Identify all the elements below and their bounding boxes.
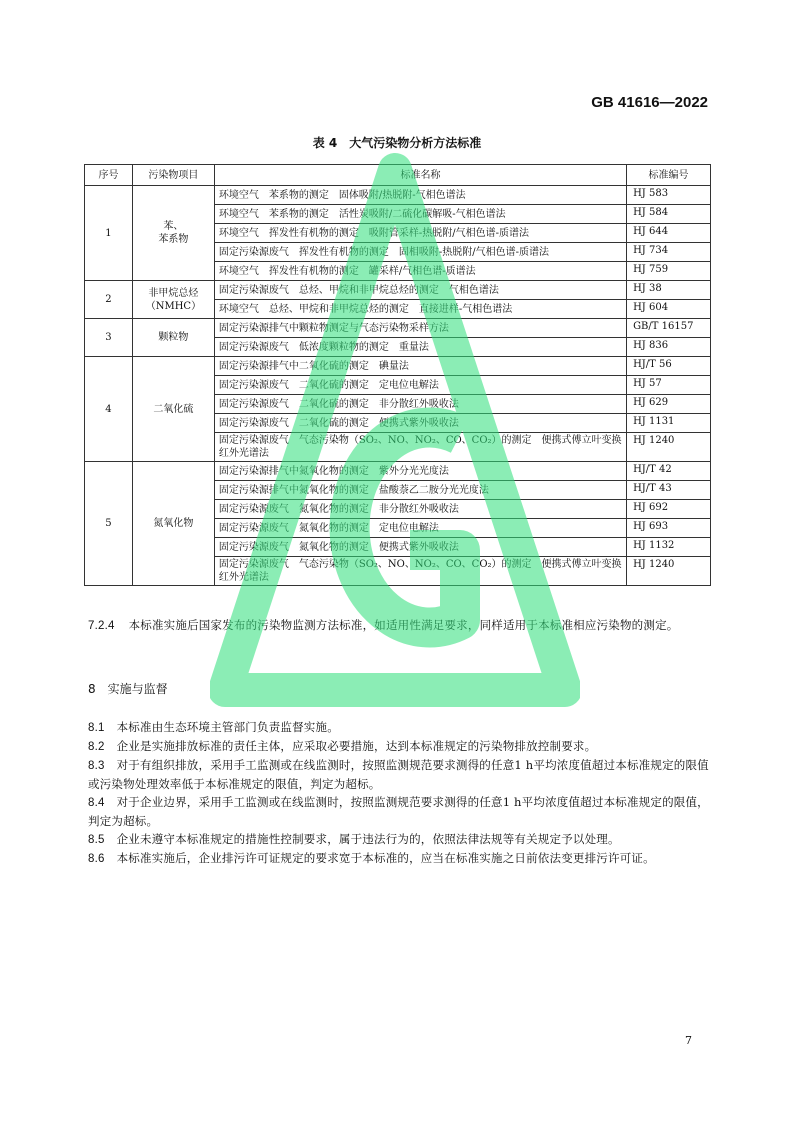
clause-8-3: 8.3 对于有组织排放，采用手工监测或在线监测时，按照监测规范要求测得的任意1 h平均浓度值超过本标准规定的限值或污染物处理效率低于本标准规定的限值，判定为超标。 — [88, 758, 709, 791]
cell-standard-code: HJ 583 — [627, 186, 711, 205]
section-8-items — [88, 718, 710, 868]
col-header-standard-code: 标准编号 — [627, 165, 711, 186]
clause-8-4: 8.4 对于企业边界，采用手工监测或在线监测时，按照监测规范要求测得的任意1 h平均浓度值超过本标准规定的限值，判定为超标。 — [88, 795, 709, 828]
table-row — [85, 357, 711, 376]
cell-standard-code: HJ 644 — [627, 224, 711, 243]
table-row — [85, 462, 711, 481]
standard-code: GB 41616—2022 — [591, 94, 708, 111]
cell-seq: 1 — [85, 186, 133, 281]
cell-standard-code: HJ/T 43 — [627, 481, 711, 500]
cell-standard-code: GB/T 16157 — [627, 319, 711, 338]
cell-standard-name: 环境空气 挥发性有机物的测定 吸附管采样-热脱附/气相色谱-质谱法 — [214, 224, 626, 243]
cell-standard-code: HJ 759 — [627, 262, 711, 281]
page-number: 7 — [685, 1034, 692, 1047]
cell-standard-code: HJ 836 — [627, 338, 711, 357]
cell-pollutant — [132, 462, 214, 586]
cell-standard-code: HJ 693 — [627, 519, 711, 538]
cell-standard-name: 固定污染源废气 氮氧化物的测定 非分散红外吸收法 — [214, 500, 626, 519]
cell-standard-code: HJ/T 56 — [627, 357, 711, 376]
pollutant-line: 苯系物 — [158, 234, 189, 245]
cell-standard-name: 固定污染源排气中氮氧化物的测定 盐酸萘乙二胺分光光度法 — [214, 481, 626, 500]
pollutant-line: 氮氧化物 — [153, 518, 194, 529]
cell-standard-name: 固定污染源废气 氮氧化物的测定 定电位电解法 — [214, 519, 626, 538]
cell-standard-code: HJ 1240 — [627, 433, 711, 462]
cell-standard-name: 环境空气 挥发性有机物的测定 罐采样/气相色谱-质谱法 — [214, 262, 626, 281]
cell-standard-code: HJ 1131 — [627, 414, 711, 433]
cell-pollutant — [132, 186, 214, 281]
clause-number: 7.2.4 — [88, 620, 115, 632]
cell-standard-code: HJ 604 — [627, 300, 711, 319]
pollutant-line: 二氧化硫 — [153, 403, 194, 415]
cell-standard-name: 固定污染源废气 二氧化硫的测定 非分散红外吸收法 — [214, 395, 626, 414]
clause-8-6: 8.6 本标准实施后，企业排污许可证规定的要求宽于本标准的，应当在标准实施之日前依法变更排污许可证。 — [88, 851, 655, 865]
cell-standard-name: 固定污染源排气中颗粒物测定与气态污染物采样方法 — [214, 319, 626, 338]
cell-seq: 4 — [85, 357, 133, 462]
cell-standard-code: HJ 584 — [627, 205, 711, 224]
cell-standard-code: HJ 57 — [627, 376, 711, 395]
table-header-row — [85, 165, 711, 186]
col-header-pollutant: 污染物项目 — [132, 165, 214, 186]
table-title: 表 4 大气污染物分析方法标准 — [312, 136, 482, 150]
cell-standard-name: 环境空气 总烃、甲烷和非甲烷总烃的测定 直接进样-气相色谱法 — [214, 300, 626, 319]
cell-standard-name: 固定污染源废气 气态污染物（SO₂、NO、NO₂、CO、CO₂）的测定 便携式傅立叶变换红外光谱法 — [214, 433, 626, 462]
cell-pollutant — [132, 319, 214, 357]
pollutant-line: 非甲烷总烃 — [148, 287, 199, 299]
cell-pollutant — [132, 281, 214, 319]
cell-standard-code: HJ 1132 — [627, 538, 711, 557]
section-8-heading: 8 实施与监督 — [88, 682, 168, 696]
col-header-standard-name: 标准名称 — [214, 165, 626, 186]
cell-standard-name: 固定污染源废气 总烃、甲烷和非甲烷总烃的测定 气相色谱法 — [214, 281, 626, 300]
col-header-seq: 序号 — [85, 165, 133, 186]
cell-standard-code: HJ 1240 — [627, 557, 711, 586]
pollutant-line: （NMHC） — [145, 300, 202, 312]
cell-seq: 2 — [85, 281, 133, 319]
pollutant-line: 颗粒物 — [158, 332, 189, 343]
cell-standard-name: 固定污染源废气 低浓度颗粒物的测定 重量法 — [214, 338, 626, 357]
cell-standard-name: 固定污染源废气 挥发性有机物的测定 固相吸附-热脱附/气相色谱-质谱法 — [214, 243, 626, 262]
cell-standard-name: 固定污染源废气 二氧化硫的测定 便携式紫外吸收法 — [214, 414, 626, 433]
cell-standard-code: HJ 629 — [627, 395, 711, 414]
clause-text: 本标准实施后国家发布的污染物监测方法标准，如适用性满足要求，同样适用于本标准相应污染物的测定。 — [128, 618, 679, 632]
cell-standard-name: 环境空气 苯系物的测定 固体吸附/热脱附-气相色谱法 — [214, 186, 626, 205]
cell-standard-code: HJ 734 — [627, 243, 711, 262]
pollutant-line: 苯、 — [163, 221, 184, 232]
clause-8-5: 8.5 企业未遵守本标准规定的措施性控制要求，属于违法行为的，依照法律法规等有关规定予以处理。 — [88, 832, 620, 846]
clause-8-1: 8.1 本标准由生态环境主管部门负责监督实施。 — [88, 720, 339, 734]
cell-standard-name: 环境空气 苯系物的测定 活性炭吸附/二硫化碳解吸-气相色谱法 — [214, 205, 626, 224]
table-body — [85, 186, 711, 586]
cell-standard-name: 固定污染源废气 气态污染物（SO₂、NO、NO₂、CO、CO₂）的测定 便携式傅立叶变换红外光谱法 — [214, 557, 626, 586]
cell-standard-name: 固定污染源排气中二氧化硫的测定 碘量法 — [214, 357, 626, 376]
table-row — [85, 186, 711, 205]
table-row — [85, 319, 711, 338]
cell-standard-code: HJ/T 42 — [627, 462, 711, 481]
analysis-method-table — [84, 164, 711, 586]
cell-standard-code: HJ 38 — [627, 281, 711, 300]
cell-seq: 3 — [85, 319, 133, 357]
clause-7-2-4 — [88, 616, 710, 635]
cell-pollutant — [132, 357, 214, 462]
cell-standard-name: 固定污染源废气 二氧化硫的测定 定电位电解法 — [214, 376, 626, 395]
cell-standard-name: 固定污染源排气中氮氧化物的测定 紫外分光光度法 — [214, 462, 626, 481]
cell-standard-name: 固定污染源废气 氮氧化物的测定 便携式紫外吸收法 — [214, 538, 626, 557]
clause-8-2: 8.2 企业是实施排放标准的责任主体，应采取必要措施，达到本标准规定的污染物排放控制要求。 — [88, 739, 597, 753]
cell-standard-code: HJ 692 — [627, 500, 711, 519]
cell-seq: 5 — [85, 462, 133, 586]
table-row — [85, 281, 711, 300]
